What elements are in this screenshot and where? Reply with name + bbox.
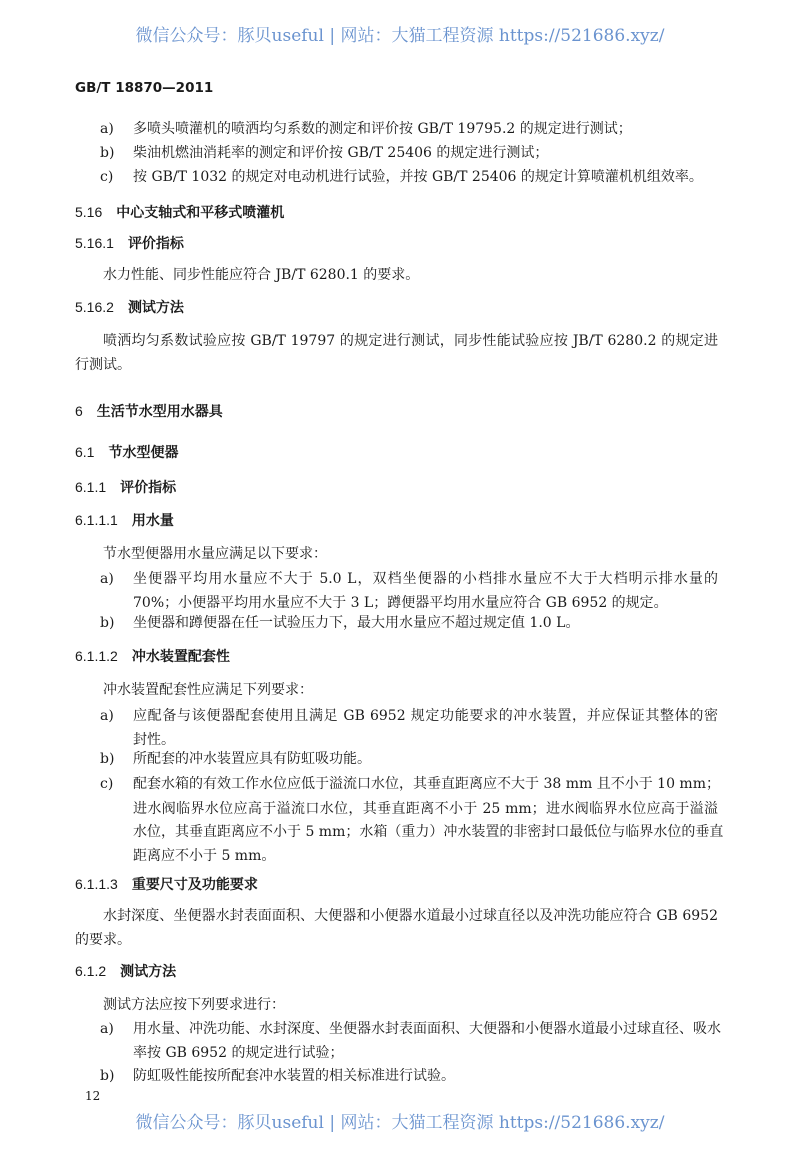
section-heading-5-16-2 (75, 297, 184, 317)
list-item-line: 防虹吸性能按所配套冲水装置的相关标准进行试验。 (133, 1068, 455, 1084)
page-number: 12 (85, 1089, 101, 1103)
list-item-line: 应配备与该便器配套使用且满足 GB 6952 规定功能要求的冲水装置，并应保证其整体的密 (133, 708, 718, 724)
list-item-line: 坐便器平均用水量应不大于 5.0 L，双档坐便器的小档排水量应不大于大档明示排水量的 (133, 571, 718, 587)
paragraph: 节水型便器用水量应满足以下要求： (103, 546, 327, 562)
section-number: 6.1.1.1 (75, 512, 118, 528)
section-heading-6-1-2 (75, 961, 176, 981)
paragraph-line: 的要求。 (75, 932, 131, 948)
standard-code-header: GB/T 18870—2011 (75, 80, 214, 96)
list-item-line: 封性。 (133, 732, 175, 748)
list-marker: b) (100, 615, 115, 631)
paragraph-line: 水封深度、坐便器水封表面面积、大便器和小便器水道最小过球直径以及冲洗功能应符合 GB 6952 (103, 908, 718, 924)
list-item-line: 距离应不小于 5 mm。 (133, 848, 276, 864)
section-title: 生活节水型用水器具 (96, 403, 223, 419)
list-item-line: 70%；小便器平均用水量应不大于 3 L；蹲便器平均用水量应符合 GB 6952 的规定。 (133, 595, 668, 611)
section-heading-6-1-1-2 (75, 646, 230, 666)
section-number: 5.16 (75, 204, 103, 220)
list-item: 按 GB/T 1032 的规定对电动机进行试验，并按 GB/T 25406 的规定计算喷灌机机组效率。 (133, 169, 703, 185)
section-heading-6 (75, 401, 223, 421)
section-heading-6-1 (75, 442, 178, 462)
watermark-top: 微信公众号：豚贝useful | 网站：大猫工程资源 https://521686.xyz/ (135, 26, 665, 46)
section-heading-6-1-1 (75, 477, 176, 497)
list-item-line: 用水量、冲洗功能、水封深度、坐便器水封表面面积、大便器和小便器水道最小过球直径、吸水 (133, 1021, 721, 1037)
section-title: 用水量 (131, 512, 174, 528)
section-title: 评价指标 (120, 479, 177, 495)
section-title: 重要尺寸及功能要求 (131, 876, 258, 892)
list-item: 多喷头喷灌机的喷洒均匀系数的测定和评价按 GB/T 19795.2 的规定进行测试； (133, 121, 632, 137)
list-marker: a) (100, 121, 114, 137)
paragraph-line: 喷洒均匀系数试验应按 GB/T 19797 的规定进行测试，同步性能试验应按 JB/T 6280.2 的规定进 (103, 333, 718, 349)
section-number: 5.16.1 (75, 235, 114, 251)
list-marker: b) (100, 145, 115, 161)
paragraph: 测试方法应按下列要求进行： (103, 997, 285, 1013)
section-heading-6-1-1-3 (75, 874, 258, 894)
section-title: 测试方法 (120, 963, 177, 979)
list-marker: b) (100, 1068, 115, 1084)
watermark-bottom: 微信公众号：豚贝useful | 网站：大猫工程资源 https://521686.xyz/ (135, 1113, 665, 1133)
list-marker: c) (100, 776, 114, 792)
list-item-line: 坐便器和蹲便器在任一试验压力下，最大用水量应不超过规定值 1.0 L。 (133, 615, 580, 631)
list-marker: a) (100, 1021, 114, 1037)
paragraph-line: 行测试。 (75, 357, 131, 373)
section-number: 6.1 (75, 444, 95, 460)
paragraph: 水力性能、同步性能应符合 JB/T 6280.1 的要求。 (103, 267, 420, 283)
section-heading-5-16 (75, 202, 284, 222)
section-number: 6.1.1 (75, 479, 107, 495)
section-heading-6-1-1-1 (75, 510, 174, 530)
list-item: 柴油机燃油消耗率的测定和评价按 GB/T 25406 的规定进行测试； (133, 145, 549, 161)
section-title: 节水型便器 (108, 444, 179, 460)
section-title: 冲水装置配套性 (131, 648, 230, 664)
section-title: 测试方法 (127, 299, 184, 315)
list-item-line: 率按 GB 6952 的规定进行试验； (133, 1045, 344, 1061)
section-number: 6.1.1.2 (75, 648, 118, 664)
list-marker: a) (100, 708, 114, 724)
section-number: 6.1.2 (75, 963, 107, 979)
section-number: 6 (75, 403, 83, 419)
section-heading-5-16-1 (75, 233, 184, 253)
list-marker: b) (100, 751, 115, 767)
list-item-line: 配套水箱的有效工作水位应低于溢流口水位，其垂直距离应不大于 38 mm 且不小于 10 mm； (133, 776, 720, 792)
list-item-line: 进水阀临界水位应高于溢流口水位，其垂直距离不小于 25 mm；进水阀临界水位应高于溢溢 (133, 801, 718, 817)
section-title: 评价指标 (127, 235, 184, 251)
list-marker: c) (100, 169, 114, 185)
list-marker: a) (100, 571, 114, 587)
list-item-line: 所配套的冲水装置应具有防虹吸功能。 (133, 751, 371, 767)
section-title: 中心支轴式和平移式喷灌机 (116, 204, 285, 220)
section-number: 5.16.2 (75, 299, 114, 315)
paragraph: 冲水装置配套性应满足下列要求： (103, 682, 313, 698)
list-item-line: 水位，其垂直距离应不小于 5 mm；水箱（重力）冲水装置的非密封口最低位与临界水位的垂直 (133, 824, 724, 840)
section-number: 6.1.1.3 (75, 876, 118, 892)
